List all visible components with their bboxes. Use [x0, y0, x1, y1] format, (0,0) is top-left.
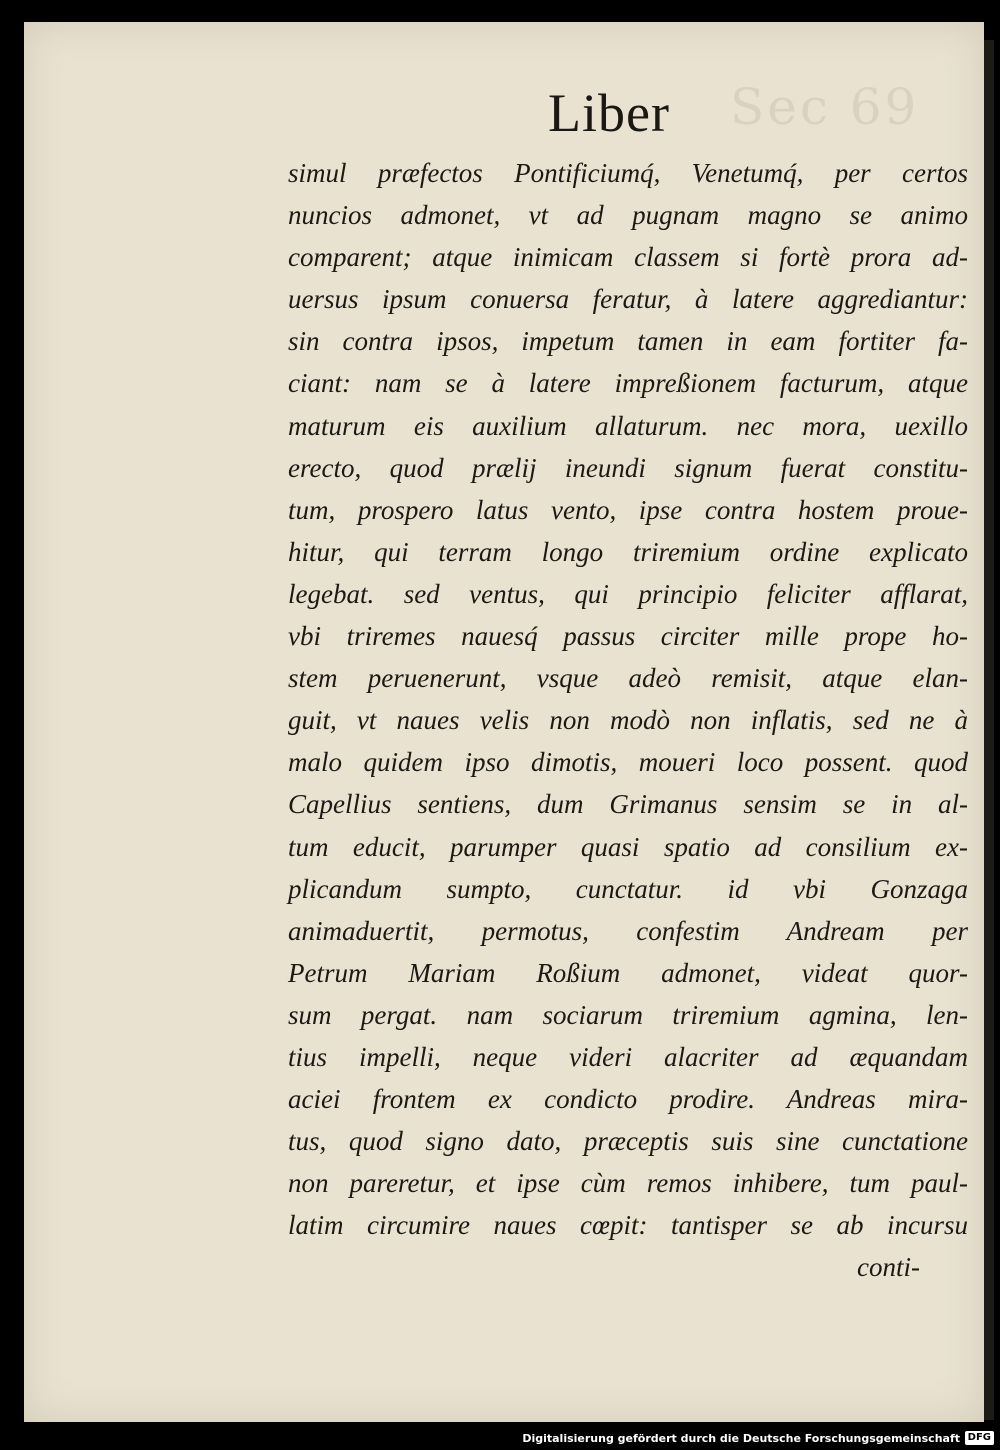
text-line: plicandum sumpto, cunctatur. id vbi Gonzaga [288, 873, 968, 904]
running-head: Liber [548, 83, 670, 143]
show-through-header: Sec 69 [730, 78, 920, 136]
text-line: Petrum Mariam Roßium admonet, videat quor- [288, 957, 968, 988]
text-line: tum, prospero latus vento, ipse contra hostem proue- [288, 494, 968, 525]
text-line: erecto, quod prælij ineundi signum fuerat constitu- [288, 452, 968, 483]
text-line: sum pergat. nam sociarum triremium agmina, len- [288, 999, 968, 1030]
text-line: simul præfectos Pontificiumq́, Venetumq́, per certos [288, 158, 968, 188]
text-line: maturum eis auxilium allaturum. nec mora, uexillo [288, 410, 968, 441]
text-line: vbi triremes nauesq́ passus circiter mille prope ho- [288, 621, 968, 652]
text-line: aciei frontem ex condicto prodire. Andreas mira- [288, 1084, 968, 1115]
text-line: guit, vt naues velis non modò non inflatis, sed ne à [288, 705, 968, 736]
footer-credit: Digitalisierung gefördert durch die Deutsche Forschungsgemeinschaft [522, 1432, 960, 1445]
text-line: sin contra ipsos, impetum tamen in eam fortiter fa- [288, 326, 968, 357]
text-line: stem peruenerunt, vsque adeò remisit, atque elan- [288, 663, 968, 694]
text-line: tum educit, parumper quasi spatio ad consilium ex- [288, 831, 968, 862]
text-line: latim circumire naues cœpit: tantisper se ab incursu [288, 1210, 968, 1241]
text-line: malo quidem ipso dimotis, moueri loco possent. quod [288, 747, 968, 778]
dfg-logo-icon: DFG [965, 1431, 994, 1445]
footer-bar [0, 1428, 1000, 1450]
body-text [288, 152, 968, 1289]
catchword: conti- [857, 1252, 920, 1283]
text-line: Capellius sentiens, dum Grimanus sensim se in al- [288, 789, 968, 820]
text-line: hitur, qui terram longo triremium ordine explicato [288, 536, 968, 567]
text-line: legebat. sed ventus, qui principio feliciter afflarat, [288, 578, 968, 609]
text-line: tus, quod signo dato, præceptis suis sine cunctatione [288, 1126, 968, 1157]
text-line: nuncios admonet, vt ad pugnam magno se animo [288, 200, 968, 231]
page-edge [984, 40, 994, 1420]
text-line: ciant: nam se à latere impreßionem facturum, atque [288, 368, 968, 399]
text-line: tius impelli, neque videri alacriter ad æquandam [288, 1041, 968, 1072]
text-line: uersus ipsum conuersa feratur, à latere aggrediantur: [288, 284, 968, 315]
text-line: animaduertit, permotus, confestim Andream per [288, 915, 968, 946]
text-line: non pareretur, et ipse cùm remos inhibere, tum paul- [288, 1168, 968, 1199]
text-line: comparent; atque inimicam classem si fortè prora ad- [288, 242, 968, 273]
